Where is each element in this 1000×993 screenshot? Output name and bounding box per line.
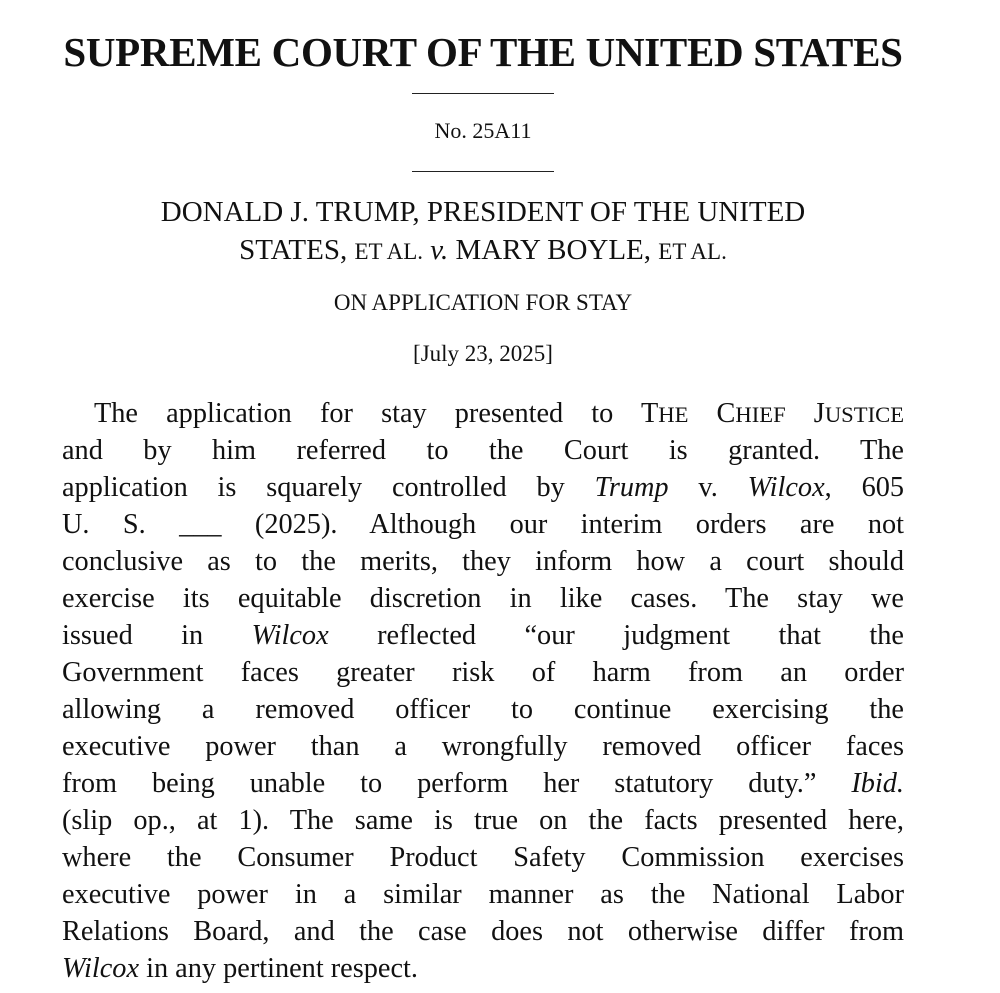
opinion-line-4: U. S. ___ (2025). Although our interim orders are not — [62, 509, 904, 540]
case-name-trump: Trump — [594, 472, 669, 503]
caption-et-al-2: ET AL. — [658, 239, 727, 264]
opinion-line-1 — [62, 395, 904, 432]
caption-line-1: DONALD J. TRUMP, PRESIDENT OF THE UNITED — [160, 196, 806, 228]
chief-justice-ustice: USTICE — [824, 402, 905, 427]
case-caption — [0, 193, 966, 271]
chief-justice-j: J — [785, 398, 825, 429]
proceeding-type: ON APPLICATION FOR STAY — [333, 290, 633, 315]
opinion-line-11 — [62, 765, 904, 802]
chief-justice-he: HE — [658, 402, 689, 427]
divider-rule-bottom — [412, 171, 554, 172]
opinion-line-12: (slip op., at 1). The same is true on the facts presented here, — [62, 805, 904, 836]
case-name-wilcox: Wilcox — [251, 620, 329, 651]
caption-versus: v. — [430, 234, 449, 266]
opinion-line-16-text: in any pertinent respect. — [139, 953, 418, 984]
opinion-text — [62, 395, 904, 987]
case-name-wilcox: Wilcox — [62, 953, 140, 984]
opinion-line-5: conclusive as to the merits, they inform how a court should — [62, 546, 904, 577]
opinion-line-9: allowing a removed officer to continue exercising the — [62, 694, 904, 725]
citation-ibid: Ibid. — [851, 768, 904, 799]
caption-party-2: MARY BOYLE, — [455, 234, 659, 266]
opinion-line-7-text: issued in — [62, 620, 252, 651]
caption-et-al-1: ET AL. — [354, 239, 424, 264]
case-name-wilcox: Wilcox — [747, 472, 825, 503]
opinion-line-3-volume: , 605 — [824, 472, 905, 503]
opinion-line-3-text: application is squarely controlled by — [62, 472, 595, 503]
opinion-line-7-quote: reflected “our judgment that the — [328, 620, 904, 651]
opinion-line-3 — [62, 469, 904, 506]
divider-rule-top — [412, 93, 554, 94]
chief-justice-hief: HIEF — [735, 402, 786, 427]
opinion-line-14: executive power in a similar manner as the National Labor — [62, 879, 904, 910]
caption-line-2 — [0, 231, 966, 271]
caption-party-1-tail: STATES, — [239, 234, 355, 266]
opinion-line-10: executive power than a wrongfully removed officer faces — [62, 731, 904, 762]
opinion-line-16 — [62, 950, 904, 987]
chief-justice-t: T — [640, 398, 659, 429]
docket-number: No. 25A11 — [434, 118, 532, 143]
opinion-line-7 — [62, 617, 904, 654]
court-title: SUPREME COURT OF THE UNITED STATES — [63, 29, 903, 75]
opinion-line-11-text: from being unable to perform her statutory duty.” — [62, 768, 852, 799]
opinion-line-8: Government faces greater risk of harm from an order — [62, 657, 904, 688]
opinion-line-13: where the Consumer Product Safety Commission exercises — [62, 842, 904, 873]
opinion-line-1-text: The application for stay presented to — [94, 398, 641, 429]
opinion-line-6: exercise its equitable discretion in like cases. The stay we — [62, 583, 904, 614]
opinion-line-3-v: v. — [668, 472, 748, 503]
decision-date: [July 23, 2025] — [413, 341, 553, 366]
opinion-line-2: and by him referred to the Court is granted. The — [62, 435, 904, 466]
opinion-line-15: Relations Board, and the case does not otherwise differ from — [62, 916, 904, 947]
chief-justice-c: C — [688, 398, 736, 429]
